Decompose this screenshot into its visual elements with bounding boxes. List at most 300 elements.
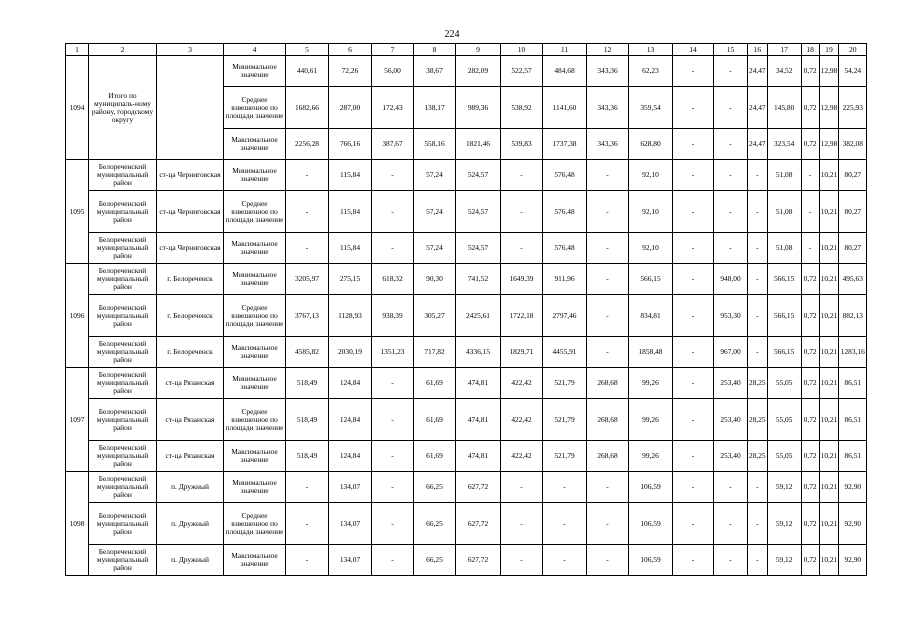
value-cell: 61,69 xyxy=(414,441,456,472)
value-cell: 10,21 xyxy=(819,160,839,191)
value-cell: - xyxy=(673,129,714,160)
table-row xyxy=(66,160,867,191)
value-cell: 10,21 xyxy=(819,264,839,295)
value-cell: 882,13 xyxy=(839,295,867,337)
settlement-name: г. Белореченск xyxy=(157,337,224,368)
value-cell: - xyxy=(748,295,768,337)
value-cell: 566,15 xyxy=(629,264,673,295)
value-cell: 627,72 xyxy=(456,503,501,545)
value-kind: Среднее взвешенное по площади значение xyxy=(224,191,286,233)
value-cell: - xyxy=(372,399,414,441)
value-cell: 253,40 xyxy=(714,441,748,472)
value-cell: 10,21 xyxy=(819,337,839,368)
value-cell: 539,83 xyxy=(501,129,543,160)
district-name: Белореченский муниципальный район xyxy=(89,233,157,264)
value-cell: 566,15 xyxy=(767,337,801,368)
value-cell: - xyxy=(714,56,748,87)
value-cell: - xyxy=(372,503,414,545)
row-id: 1095 xyxy=(66,160,89,264)
value-cell: 0,72 xyxy=(801,295,819,337)
value-cell: - xyxy=(286,503,329,545)
settlement-name: ст-ца Черниговская xyxy=(157,191,224,233)
table-row xyxy=(66,233,867,264)
value-cell: - xyxy=(673,368,714,399)
district-name: Белореченский муниципальный район xyxy=(89,545,157,576)
value-cell: - xyxy=(714,87,748,129)
value-cell: 134,07 xyxy=(329,472,372,503)
value-cell: - xyxy=(501,472,543,503)
value-cell: 145,80 xyxy=(767,87,801,129)
value-cell: 38,67 xyxy=(414,56,456,87)
value-cell: - xyxy=(372,191,414,233)
column-header: 20 xyxy=(839,44,867,56)
value-kind: Минимальное значение xyxy=(224,160,286,191)
value-cell: - xyxy=(543,472,587,503)
value-cell: 440,61 xyxy=(286,56,329,87)
table-row xyxy=(66,295,867,337)
value-cell: 627,72 xyxy=(456,472,501,503)
value-kind: Среднее взвешенное по площади значение xyxy=(224,503,286,545)
settlement-name: ст-ца Рязанская xyxy=(157,441,224,472)
value-cell: 717,82 xyxy=(414,337,456,368)
value-cell: 0,72 xyxy=(801,441,819,472)
value-cell: - xyxy=(801,160,819,191)
value-kind: Минимальное значение xyxy=(224,264,286,295)
district-name: Белореченский муниципальный район xyxy=(89,399,157,441)
column-header: 10 xyxy=(501,44,543,56)
value-cell: 66,25 xyxy=(414,545,456,576)
value-cell: 10,21 xyxy=(819,295,839,337)
column-header: 12 xyxy=(587,44,629,56)
value-cell: 558,16 xyxy=(414,129,456,160)
value-cell: 4336,15 xyxy=(456,337,501,368)
value-cell: - xyxy=(286,191,329,233)
settlement-name: г. Белореченск xyxy=(157,295,224,337)
value-cell: - xyxy=(748,264,768,295)
value-cell: - xyxy=(748,545,768,576)
value-cell: - xyxy=(748,472,768,503)
value-kind: Минимальное значение xyxy=(224,56,286,87)
value-cell: 967,00 xyxy=(714,337,748,368)
value-cell: 566,15 xyxy=(767,295,801,337)
value-cell: - xyxy=(587,264,629,295)
value-cell: - xyxy=(587,337,629,368)
value-cell: 576,48 xyxy=(543,191,587,233)
value-cell: 268,68 xyxy=(587,441,629,472)
settlement-name xyxy=(157,56,224,160)
value-cell: 34,52 xyxy=(767,56,801,87)
district-name: Белореченский муниципальный район xyxy=(89,441,157,472)
value-cell: 524,57 xyxy=(456,191,501,233)
value-cell: 2030,19 xyxy=(329,337,372,368)
value-cell: 55,05 xyxy=(767,368,801,399)
value-cell: - xyxy=(372,441,414,472)
value-cell: 10,21 xyxy=(819,191,839,233)
value-cell: - xyxy=(286,160,329,191)
value-cell: 834,81 xyxy=(629,295,673,337)
value-cell: 172,43 xyxy=(372,87,414,129)
column-header: 13 xyxy=(629,44,673,56)
value-cell: - xyxy=(714,503,748,545)
value-cell: 495,63 xyxy=(839,264,867,295)
value-cell: - xyxy=(543,545,587,576)
value-cell: - xyxy=(673,264,714,295)
value-kind: Минимальное значение xyxy=(224,472,286,503)
value-cell: 275,15 xyxy=(329,264,372,295)
value-cell: 1128,93 xyxy=(329,295,372,337)
table-row xyxy=(66,264,867,295)
value-cell: 1829,71 xyxy=(501,337,543,368)
district-name: Белореченский муниципальный район xyxy=(89,160,157,191)
value-cell: 0,72 xyxy=(801,472,819,503)
value-cell: - xyxy=(673,399,714,441)
table-row xyxy=(66,191,867,233)
table-row xyxy=(66,441,867,472)
value-cell: 115,84 xyxy=(329,233,372,264)
value-cell: 474,81 xyxy=(456,368,501,399)
value-cell: 628,80 xyxy=(629,129,673,160)
value-cell: 343,36 xyxy=(587,87,629,129)
header-row xyxy=(66,44,867,56)
value-cell: 1283,16 xyxy=(839,337,867,368)
value-cell: 953,30 xyxy=(714,295,748,337)
district-name: Белореченский муниципальный район xyxy=(89,472,157,503)
value-cell: 24,47 xyxy=(748,87,768,129)
column-header: 1 xyxy=(66,44,89,56)
column-header: 8 xyxy=(414,44,456,56)
value-cell: 28,25 xyxy=(748,441,768,472)
value-cell: - xyxy=(673,56,714,87)
value-kind: Среднее взвешенное по площади значение xyxy=(224,295,286,337)
settlement-name: п. Дружный xyxy=(157,472,224,503)
value-cell: - xyxy=(714,545,748,576)
value-cell: 24,47 xyxy=(748,129,768,160)
value-cell: - xyxy=(286,233,329,264)
value-cell: 55,05 xyxy=(767,441,801,472)
value-cell: 4585,82 xyxy=(286,337,329,368)
value-cell: 86,51 xyxy=(839,441,867,472)
value-cell: 10,21 xyxy=(819,503,839,545)
value-cell: 1821,46 xyxy=(456,129,501,160)
column-header: 18 xyxy=(801,44,819,56)
table-row xyxy=(66,56,867,87)
value-cell: - xyxy=(501,191,543,233)
value-cell: 518,49 xyxy=(286,441,329,472)
table-row xyxy=(66,337,867,368)
value-cell: 474,81 xyxy=(456,441,501,472)
value-cell: - xyxy=(372,545,414,576)
value-cell: 2425,61 xyxy=(456,295,501,337)
value-cell: - xyxy=(748,233,768,264)
value-cell: 10,21 xyxy=(819,472,839,503)
value-cell: 115,84 xyxy=(329,160,372,191)
value-cell: 99,26 xyxy=(629,368,673,399)
value-cell: 92,10 xyxy=(629,191,673,233)
value-cell: 524,57 xyxy=(456,233,501,264)
value-cell: 12,98 xyxy=(819,56,839,87)
value-cell: 911,96 xyxy=(543,264,587,295)
column-header: 5 xyxy=(286,44,329,56)
value-cell: - xyxy=(543,503,587,545)
district-name: Белореченский муниципальный район xyxy=(89,337,157,368)
table-row xyxy=(66,503,867,545)
value-cell: 382,08 xyxy=(839,129,867,160)
value-cell: 343,36 xyxy=(587,129,629,160)
value-kind: Минимальное значение xyxy=(224,368,286,399)
value-cell: 1737,38 xyxy=(543,129,587,160)
value-cell: 72,26 xyxy=(329,56,372,87)
value-cell: - xyxy=(587,191,629,233)
value-kind: Среднее взвешенное по площади значение xyxy=(224,87,286,129)
value-cell: 3205,97 xyxy=(286,264,329,295)
settlement-name: п. Дружный xyxy=(157,545,224,576)
value-cell: 0,72 xyxy=(801,545,819,576)
value-cell: - xyxy=(801,191,819,233)
value-cell: 948,00 xyxy=(714,264,748,295)
district-name: Белореченский муниципальный район xyxy=(89,295,157,337)
value-cell: 66,25 xyxy=(414,472,456,503)
value-cell: 138,17 xyxy=(414,87,456,129)
value-cell: 3767,13 xyxy=(286,295,329,337)
value-cell: 0,72 xyxy=(801,56,819,87)
value-cell: 1858,48 xyxy=(629,337,673,368)
value-cell: 55,05 xyxy=(767,399,801,441)
value-cell: 2256,28 xyxy=(286,129,329,160)
value-cell: 86,51 xyxy=(839,368,867,399)
value-cell: 92,90 xyxy=(839,472,867,503)
value-cell: 0,72 xyxy=(801,264,819,295)
value-cell: 618,32 xyxy=(372,264,414,295)
row-id: 1096 xyxy=(66,264,89,368)
value-cell: - xyxy=(673,503,714,545)
value-cell: - xyxy=(372,233,414,264)
value-cell: 253,40 xyxy=(714,399,748,441)
value-kind: Максимальное значение xyxy=(224,337,286,368)
value-cell: 1351,23 xyxy=(372,337,414,368)
value-cell: 518,49 xyxy=(286,399,329,441)
value-cell: 51,08 xyxy=(767,233,801,264)
value-cell: - xyxy=(501,160,543,191)
value-cell: - xyxy=(673,87,714,129)
value-cell: 766,16 xyxy=(329,129,372,160)
value-cell: 80,27 xyxy=(839,160,867,191)
value-cell: 474,81 xyxy=(456,399,501,441)
settlement-name: г. Белореченск xyxy=(157,264,224,295)
value-cell: 90,30 xyxy=(414,264,456,295)
value-cell: 28,25 xyxy=(748,399,768,441)
value-cell: 422,42 xyxy=(501,441,543,472)
value-cell: 92,90 xyxy=(839,545,867,576)
column-header: 19 xyxy=(819,44,839,56)
value-cell: - xyxy=(748,337,768,368)
value-cell: 566,15 xyxy=(767,264,801,295)
value-cell: 99,26 xyxy=(629,441,673,472)
value-cell: 387,67 xyxy=(372,129,414,160)
value-cell: 282,09 xyxy=(456,56,501,87)
district-name: Белореченский муниципальный район xyxy=(89,503,157,545)
column-header: 14 xyxy=(673,44,714,56)
value-cell: 59,12 xyxy=(767,503,801,545)
value-cell: 51,08 xyxy=(767,160,801,191)
value-cell: 521,79 xyxy=(543,399,587,441)
settlement-name: ст-ца Рязанская xyxy=(157,368,224,399)
column-header: 6 xyxy=(329,44,372,56)
value-cell: - xyxy=(801,233,819,264)
value-cell: 51,08 xyxy=(767,191,801,233)
column-header: 3 xyxy=(157,44,224,56)
value-cell: - xyxy=(714,472,748,503)
value-cell: 741,52 xyxy=(456,264,501,295)
value-cell: - xyxy=(372,160,414,191)
value-cell: 225,93 xyxy=(839,87,867,129)
value-cell: 10,21 xyxy=(819,545,839,576)
value-cell: 57,24 xyxy=(414,233,456,264)
value-cell: 12,98 xyxy=(819,87,839,129)
value-cell: 134,07 xyxy=(329,545,372,576)
value-cell: - xyxy=(714,129,748,160)
row-id: 1094 xyxy=(66,56,89,160)
value-cell: - xyxy=(501,503,543,545)
value-cell: 0,72 xyxy=(801,368,819,399)
value-cell: - xyxy=(587,545,629,576)
table-row xyxy=(66,472,867,503)
value-cell: 61,69 xyxy=(414,399,456,441)
column-header: 11 xyxy=(543,44,587,56)
value-cell: - xyxy=(748,160,768,191)
column-header: 9 xyxy=(456,44,501,56)
district-name: Итого по муниципаль-ному району, городскому округу xyxy=(89,56,157,160)
value-cell: 10,21 xyxy=(819,441,839,472)
value-cell: - xyxy=(372,472,414,503)
value-kind: Среднее взвешенное по площади значение xyxy=(224,399,286,441)
settlement-name: ст-ца Черниговская xyxy=(157,233,224,264)
page-number: 224 xyxy=(444,29,460,40)
value-cell: 115,84 xyxy=(329,191,372,233)
table-row xyxy=(66,399,867,441)
value-cell: 518,49 xyxy=(286,368,329,399)
value-kind: Максимальное значение xyxy=(224,545,286,576)
value-cell: - xyxy=(286,545,329,576)
value-cell: 0,72 xyxy=(801,399,819,441)
value-cell: - xyxy=(714,191,748,233)
value-cell: 343,36 xyxy=(587,56,629,87)
value-cell: 538,92 xyxy=(501,87,543,129)
value-cell: 59,12 xyxy=(767,545,801,576)
value-cell: - xyxy=(501,233,543,264)
settlement-name: ст-ца Рязанская xyxy=(157,399,224,441)
value-cell: - xyxy=(673,472,714,503)
settlement-name: п. Дружный xyxy=(157,503,224,545)
value-cell: 106,59 xyxy=(629,472,673,503)
value-cell: 10,21 xyxy=(819,233,839,264)
value-cell: 12,98 xyxy=(819,129,839,160)
value-kind: Максимальное значение xyxy=(224,129,286,160)
value-cell: 28,25 xyxy=(748,368,768,399)
value-cell: 1722,18 xyxy=(501,295,543,337)
value-cell: 627,72 xyxy=(456,545,501,576)
value-cell: - xyxy=(673,160,714,191)
value-cell: 0,72 xyxy=(801,87,819,129)
value-cell: 0,72 xyxy=(801,503,819,545)
value-cell: - xyxy=(673,191,714,233)
value-cell: 576,48 xyxy=(543,160,587,191)
table-row xyxy=(66,545,867,576)
value-cell: 521,79 xyxy=(543,368,587,399)
value-cell: 124,84 xyxy=(329,441,372,472)
value-cell: 938,39 xyxy=(372,295,414,337)
value-cell: 524,57 xyxy=(456,160,501,191)
column-header: 7 xyxy=(372,44,414,56)
row-id: 1097 xyxy=(66,368,89,472)
value-cell: - xyxy=(587,472,629,503)
value-cell: 62,23 xyxy=(629,56,673,87)
value-cell: - xyxy=(714,160,748,191)
value-cell: 24,47 xyxy=(748,56,768,87)
value-cell: - xyxy=(748,503,768,545)
value-cell: - xyxy=(714,233,748,264)
value-cell: - xyxy=(673,441,714,472)
value-cell: 422,42 xyxy=(501,399,543,441)
value-cell: 124,84 xyxy=(329,368,372,399)
value-cell: 287,00 xyxy=(329,87,372,129)
value-cell: 0,72 xyxy=(801,129,819,160)
value-cell: 56,00 xyxy=(372,56,414,87)
value-cell: 253,40 xyxy=(714,368,748,399)
district-name: Белореченский муниципальный район xyxy=(89,368,157,399)
value-cell: 4455,91 xyxy=(543,337,587,368)
value-cell: 422,42 xyxy=(501,368,543,399)
value-cell: - xyxy=(748,191,768,233)
value-cell: 92,90 xyxy=(839,503,867,545)
column-header: 17 xyxy=(767,44,801,56)
data-table xyxy=(65,43,867,576)
value-cell: - xyxy=(372,368,414,399)
value-cell: 59,12 xyxy=(767,472,801,503)
column-header: 16 xyxy=(748,44,768,56)
value-cell: - xyxy=(501,545,543,576)
value-cell: 134,07 xyxy=(329,503,372,545)
value-cell: 10,21 xyxy=(819,399,839,441)
value-cell: 484,68 xyxy=(543,56,587,87)
value-cell: 61,69 xyxy=(414,368,456,399)
value-cell: - xyxy=(286,472,329,503)
value-cell: 54,24 xyxy=(839,56,867,87)
settlement-name: ст-ца Черниговская xyxy=(157,160,224,191)
value-cell: 305,27 xyxy=(414,295,456,337)
value-cell: 10,21 xyxy=(819,368,839,399)
value-cell: 92,10 xyxy=(629,233,673,264)
district-name: Белореченский муниципальный район xyxy=(89,264,157,295)
value-cell: 522,57 xyxy=(501,56,543,87)
value-cell: 359,54 xyxy=(629,87,673,129)
value-kind: Максимальное значение xyxy=(224,441,286,472)
value-cell: 1649,39 xyxy=(501,264,543,295)
value-cell: 989,36 xyxy=(456,87,501,129)
value-cell: - xyxy=(673,545,714,576)
value-cell: 2797,46 xyxy=(543,295,587,337)
value-cell: - xyxy=(587,295,629,337)
value-cell: 66,25 xyxy=(414,503,456,545)
column-header: 4 xyxy=(224,44,286,56)
value-cell: 268,68 xyxy=(587,368,629,399)
value-cell: 1141,60 xyxy=(543,87,587,129)
value-cell: - xyxy=(673,337,714,368)
value-kind: Максимальное значение xyxy=(224,233,286,264)
value-cell: - xyxy=(673,295,714,337)
district-name: Белореченский муниципальный район xyxy=(89,191,157,233)
value-cell: 57,24 xyxy=(414,191,456,233)
value-cell: 521,79 xyxy=(543,441,587,472)
